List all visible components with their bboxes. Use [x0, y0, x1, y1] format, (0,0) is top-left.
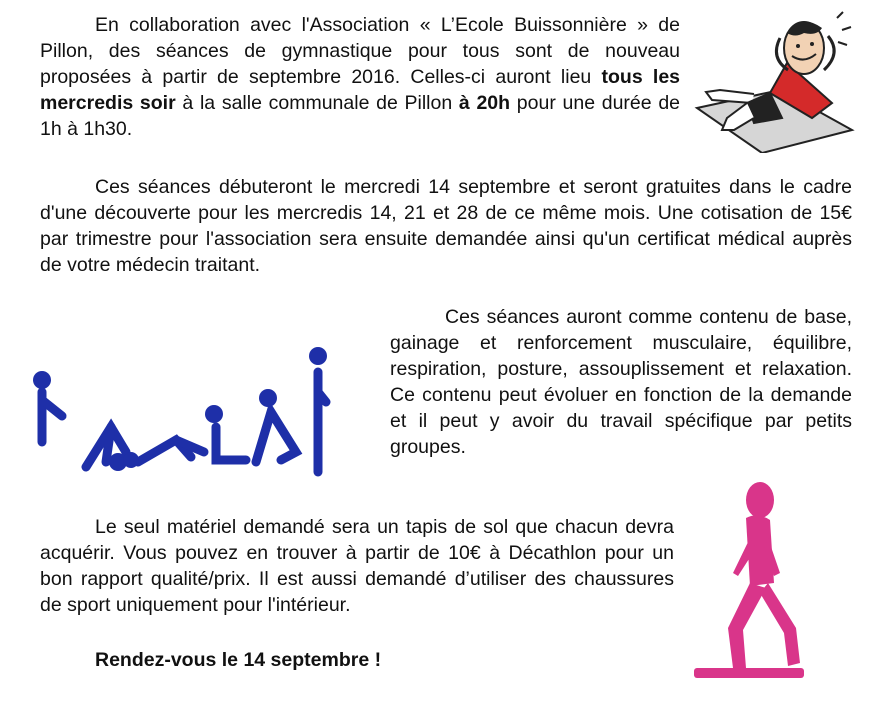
closing-line: Rendez-vous le 14 septembre !: [95, 649, 382, 671]
schedule-paragraph: Ces séances débuteront le mercredi 14 septembre et seront gratuites dans le cadre d'une découverte pour les mercredis 14, 21 et 28 de ce même mois. Une cotisation de 15€ par trimestre pour l'association sera ensuite demandée ainsi qu'un certificat médical auprès de votre médecin traitant.: [40, 176, 852, 276]
equipment-paragraph: Le seul matériel demandé sera un tapis de sol que chacun devra acquérir. Vous pouvez en trouver à partir de 10€ à Décathlon pour un bon rapport qualité/prix. Il est aussi demandé d’utiliser des chaussures de sport uniquement pour l'intérieur.: [40, 516, 674, 616]
intro-text-a: En collaboration avec l'Association « L’Ecole Buissonnière » de Pillon, des séances de gymnastique pour tous sont de nouveau proposées à partir de septembre 2016. Celles-ci auront lieu: [40, 14, 680, 88]
intro-bold-time: à 20h: [458, 92, 511, 114]
exercise-sequence-icon: [26, 332, 341, 480]
intro-bold-days: tous les mercredis soir: [40, 66, 681, 114]
intro-paragraph: [40, 12, 680, 142]
intro-text-c: à la salle communale de Pillon: [175, 92, 459, 114]
content-paragraph: Ces séances auront comme contenu de base, gainage et renforcement musculaire, équilibre, respiration, posture, assouplissement et relaxation. Ce contenu peut évoluer en fonction de la demande et il peut y avoir du travail spécifique par petits groupes.: [390, 306, 852, 458]
intro-text-d: pour une durée de 1h à 1h30.: [40, 92, 681, 140]
lunge-silhouette-icon: [688, 478, 810, 688]
situp-cartoon-icon: [692, 8, 857, 153]
